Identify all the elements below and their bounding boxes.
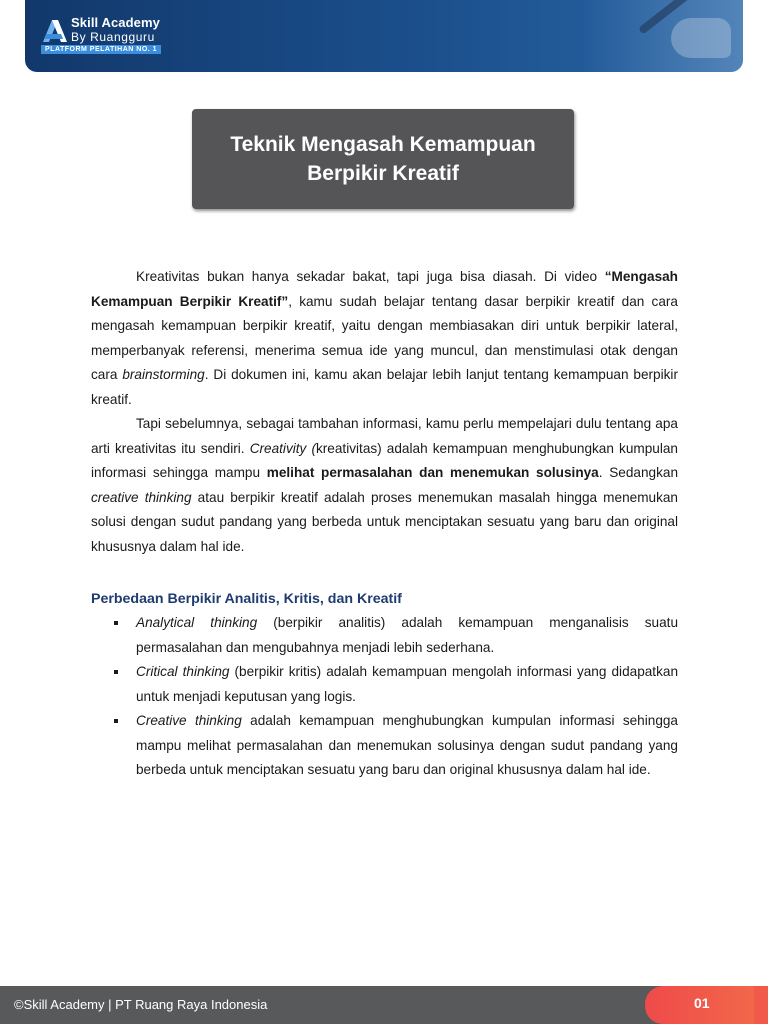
- bold-emphasis: melihat permasalahan dan menemukan solusinya: [266, 465, 599, 480]
- list-item: [91, 611, 678, 660]
- logo-tagline: PLATFORM PELATIHAN NO. 1: [41, 45, 161, 54]
- paragraph-intro: [91, 265, 678, 412]
- title-box: [192, 109, 574, 209]
- bold-video-title: “Mengasah Kemampuan Berpikir Kreatif”: [91, 269, 678, 309]
- text-run: . Di dokumen ini, kamu akan belajar lebih lanjut tentang kemampuan berpikir kreatif.: [91, 367, 678, 407]
- list-item-term: Critical thinking: [136, 664, 230, 679]
- text-run: , kamu sudah belajar tentang dasar berpikir kreatif dan cara mengasah kemampuan berpikir kreatif, yaitu dengan membiasakan diri untuk berpikir lateral, memperbanyak referensi, menerima semua ide yang muncul, dan menstimulasi otak dengan cara: [91, 293, 678, 382]
- section-title: Perbedaan Berpikir Analitis, Kritis, dan Kreatif: [91, 591, 402, 607]
- paragraph-definition: [91, 412, 678, 559]
- page-title: Teknik Mengasah Kemampuan Berpikir Kreatif: [230, 133, 536, 185]
- list-item: [91, 660, 678, 709]
- text-run: . Sedangkan: [598, 465, 679, 480]
- page-number-badge: [645, 986, 768, 1024]
- italic-term: Creativity (: [249, 440, 316, 456]
- logo-title: Skill Academy: [71, 15, 160, 30]
- footer-accent-stripe: [754, 986, 768, 1024]
- text-run: atau berpikir kreatif adalah proses menemukan masalah hingga menemukan solusi dengan sudut pandang yang berbeda untuk menciptakan sesuatu yang baru dan original khususnya dalam hal ide.: [91, 489, 678, 554]
- document-body: [91, 265, 678, 783]
- list-item-text: (berpikir kritis) adalah kemampuan mengolah informasi yang didapatkan untuk menjadi keputusan yang logis.: [136, 664, 679, 704]
- text-run: Tapi sebelumnya, sebagai tambahan informasi, kamu perlu mempelajari dulu tentang apa arti kreativitas itu sendiri.: [91, 416, 678, 456]
- list-item-term: Creative thinking: [136, 713, 242, 728]
- logo-subtitle: By Ruangguru: [71, 30, 155, 44]
- text-run: Kreativitas bukan hanya sekadar bakat, tapi juga bisa diasah. Di video: [136, 269, 605, 284]
- bullet-list: [91, 611, 678, 783]
- footer-copyright: ©Skill Academy | PT Ruang Raya Indonesia: [14, 997, 268, 1012]
- italic-term: creative thinking: [91, 489, 192, 505]
- text-run: kreativitas) adalah kemampuan menghubungkan kumpulan informasi sehingga mampu: [91, 440, 678, 480]
- hand-shape: [671, 18, 731, 58]
- list-item: [91, 709, 678, 783]
- header-hand-writing-image: [583, 0, 743, 72]
- skill-academy-logo-icon: [41, 18, 67, 42]
- italic-term: brainstorming: [122, 367, 205, 382]
- list-item-text: adalah kemampuan menghubungkan kumpulan informasi sehingga mampu melihat permasalahan dan menemukan solusinya dengan sudut pandang yang berbeda untuk menciptakan sesuatu yang baru dan original khususnya dalam hal ide.: [136, 713, 678, 777]
- list-item-term: Analytical thinking: [136, 615, 258, 630]
- list-item-text: (berpikir analitis) adalah kemampuan menganalisis suatu permasalahan dan mengubahnya menjadi lebih sederhana.: [136, 615, 678, 655]
- header-banner: [25, 0, 743, 72]
- page-number: 01: [694, 995, 710, 1011]
